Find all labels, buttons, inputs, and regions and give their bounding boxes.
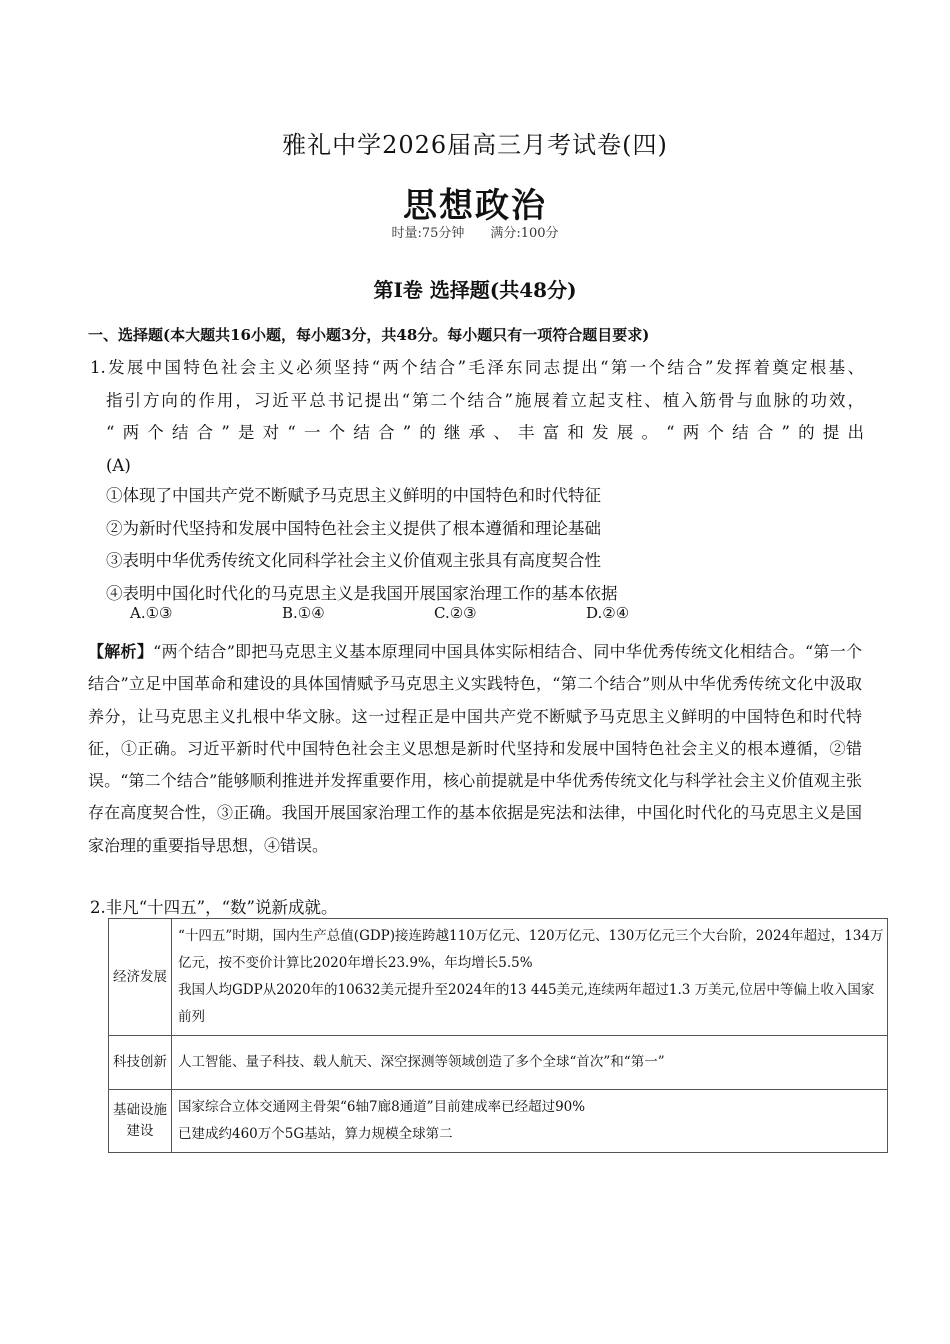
- subject-title: 思想政治: [403, 186, 547, 226]
- question-2-stem: 2.非凡“十四五”，“数”说新成就。: [90, 898, 338, 917]
- analysis-tag: 【解析】: [88, 642, 154, 661]
- row-heading: 基础设施建设: [109, 1090, 172, 1153]
- content-line: 人工智能、量子科技、载人航天、深空探测等领域创造了多个全球“首次”和“第一”: [178, 1054, 665, 1070]
- option-item: ①体现了中国共产党不断赋予马克思主义鲜明的中国特色和时代特征: [106, 486, 601, 505]
- table-row: [109, 919, 888, 1036]
- row-heading: 经济发展: [109, 919, 172, 1036]
- time-info: 时量:75分钟 满分:100分: [391, 226, 559, 241]
- content-line: 国家综合立体交通网主骨架“6轴7廊8通道”目前建成率已经超过90%: [178, 1099, 586, 1115]
- content-line: “十四五”时期，国内生产总值(GDP)接连跨越110万亿元、120万亿元、130万亿元三个大台阶，2024年超过，134万亿元，按不变价计算比2020年增长23.9%，年均增长5.5%: [178, 928, 884, 971]
- row-content: [172, 919, 888, 1036]
- question-1-options: [106, 480, 618, 610]
- school-title: 雅礼中学2026届高三月考试卷(四): [282, 131, 668, 159]
- part-instruction: 一、选择题(本大题共16小题，每小题3分，共48分。每小题只有一项符合题目要求): [88, 326, 650, 344]
- table-row: [109, 1036, 888, 1090]
- question-1-stem: [90, 352, 864, 482]
- content-line: 已建成约460万个5G基站，算力规模全球第二: [178, 1126, 453, 1142]
- choice-c: C.②③: [434, 604, 477, 622]
- question-1-choices: [130, 604, 738, 622]
- row-content: [172, 1036, 888, 1090]
- table-row: [109, 1090, 888, 1153]
- question-1-answer: (A): [106, 455, 131, 475]
- question-1-line: 指引方向的作用，习近平总书记提出“第二个结合”施展着立起支柱、植入筋骨与血脉的功效，: [106, 390, 864, 410]
- option-item: ③表明中华优秀传统文化同科学社会主义价值观主张具有高度契合性: [106, 551, 601, 570]
- choice-a: A.①③: [130, 604, 173, 622]
- option-item: ②为新时代坚持和发展中国特色社会主义提供了根本遵循和理论基础: [106, 518, 601, 538]
- question-1-line: “两个结合”是对“一个结合”的继承、丰富和发展。“两个结合”的提出: [106, 423, 864, 442]
- choice-d: D.②④: [586, 604, 630, 622]
- section-title: 第Ⅰ卷 选择题(共48分): [373, 278, 577, 302]
- row-heading: 科技创新: [109, 1036, 172, 1090]
- option-item: ④表明中国化时代化的马克思主义是我国开展国家治理工作的基本依据: [106, 583, 618, 603]
- choice-b: B.①④: [282, 604, 325, 622]
- question-1-analysis: [88, 636, 862, 862]
- content-line: 我国人均GDP从2020年的10632美元提升至2024年的13 445美元,连续两年超过1.3 万美元,位居中等偏上收入国家前列: [178, 982, 875, 1025]
- achievement-table: [108, 918, 888, 1153]
- row-content: [172, 1090, 888, 1153]
- question-1-line: 1.发展中国特色社会主义必须坚持“两个结合”毛泽东同志提出“第一个结合”发挥着奠定根基、: [90, 358, 864, 377]
- analysis-text: “两个结合”即把马克思主义基本原理同中国具体实际相结合、同中华优秀传统文化相结合。“第一个结合”立足中国革命和建设的具体国情赋予马克思主义实践特色，“第二个结合”则从中华优秀传统文化中汲取养分，让马克思主义扎根中华文脉。这一过程正是中国共产党不断赋予马克思主义鲜明的中国特色和时代特征，①正确。习近平新时代中国特色社会主义思想是新时代坚持和发展中国特色社会主义的根本遵循，②错误。“第二个结合”能够顺利推进并发挥重要作用，核心前提就是中华优秀传统文化与科学社会主义价值观主张存在高度契合性，③正确。我国开展国家治理工作的基本依据是宪法和法律，中国化时代化的马克思主义是国家治理的重要指导思想，④错误。: [88, 642, 862, 855]
